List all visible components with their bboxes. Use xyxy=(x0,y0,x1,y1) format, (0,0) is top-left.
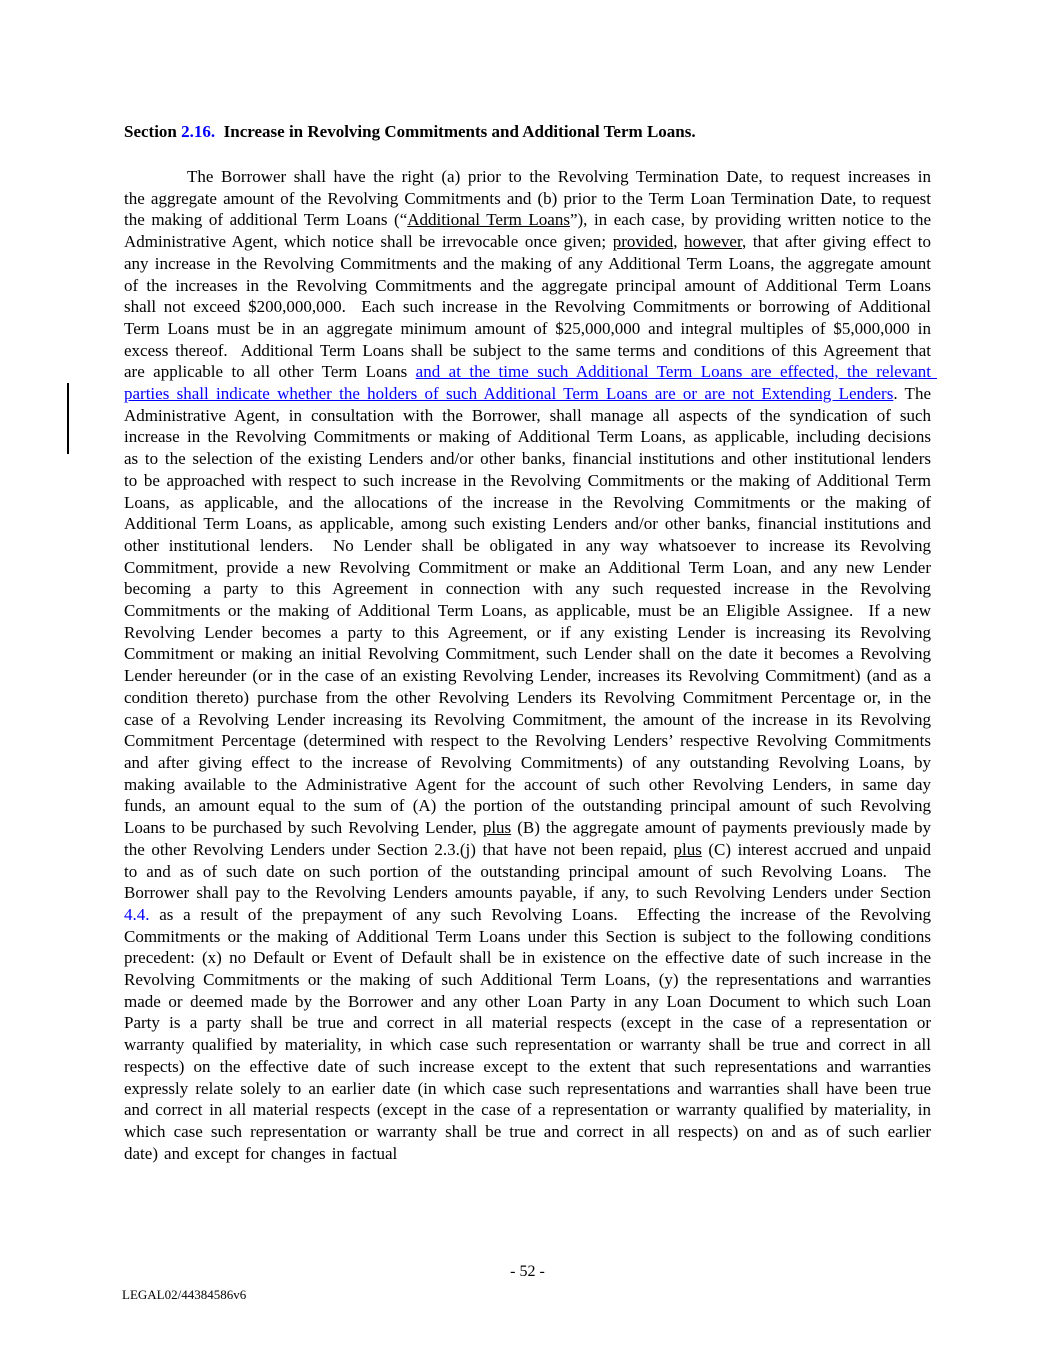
text-run: ”), in each case, by providing written notice to the Administrative Agent, which notice shall be irrevocable once given; xyxy=(124,210,937,252)
text-run: (B) the aggregate amount of payments previously made by the other Revolving Lenders under Section 2.3.(j) that have not been repaid, xyxy=(124,818,938,859)
defined-term: Additional Term Loans xyxy=(407,210,570,230)
heading-label: Section xyxy=(124,122,182,141)
body-paragraph xyxy=(124,166,938,1164)
text-run: , that after giving effect to any increase in the Revolving Commitments and the making of any Additional Term Loans, the aggregate amount of the increases in the Revolving Commitments and the aggregate principal amount of Additional Term Loans shall not exceed $200,000,000. Each such increase in the Revolving Commitments or borrowing of Additional Term Loans must be in an aggregate minimum amount of $25,000,000 and integral multiples of $5,000,000 in excess thereof. Additional Term Loans shall be subject to the same terms and conditions of this Agreement that are applicable to all other Term Loans xyxy=(124,232,938,382)
section-reference-link[interactable]: 4.4. xyxy=(124,904,150,924)
inserted-text: and at the time such Additional Term Loans are effected, the relevant parties shall indicate whether the holders of such Additional Term Loans are or are not Extending Lenders xyxy=(124,362,938,404)
plus-term: plus xyxy=(482,818,512,838)
text-run: (C) interest accrued and unpaid to and as of such date on such portion of the outstanding principal amount of such Revolving Loans. The Borrower shall pay to the Revolving Lenders amounts payable, if any, to such Revolving Lenders under Section xyxy=(124,839,938,903)
text-run: , xyxy=(673,232,685,252)
text-block xyxy=(124,122,938,1164)
text-run: . The Administrative Agent, in consultation with the Borrower, shall manage all aspects of the syndication of such increase in the Revolving Commitments or making of Additional Term Loans, as applicable, including decisions as to the selection of the existing Lenders and/or other banks, financial institutions and other institutional lenders to be approached with respect to such increase in the Revolving Commitments or the making of Additional Term Loans, as applicable, and the allocations of the increase in the Revolving Commitments or the making of Additional Term Loans, as applicable, among such existing Lenders and/or other banks, financial institutions and other institutional lenders. No Lender shall be obligated in any way whatsoever to increase its Revolving Commitment, provide a new Revolving Commitment or make an Additional Term Loan, and any new Lender becoming a party to this Agreement in connection with any such requested increase in the Revolving Commitments or the making of Additional Term Loans, as applicable, must be an Eligible Assignee. If a new Revolving Lender becomes a party to this Agreement, or if any existing Lender is increasing its Revolving Commitment or making an initial Revolving Commitment, such Lender shall on the date it becomes a Revolving Lender hereunder (or in the case of an existing Revolving Lender, increases its Revolving Commitment) (and as a condition thereto) purchase from the other Revolving Lenders its Revolving Commitment Percentage or, in the case of a Revolving Lender increasing its Revolving Commitment, the amount of the increase in its Revolving Commitment Percentage (determined with respect to the Revolving Lenders’ respective Revolving Commitments and after giving effect to the increase of Revolving Commitments) of any outstanding Revolving Loans, by making available to the Administrative Agent for the account of such other Revolving Lenders, in same day funds, an amount equal to the sum of (A) the portion of the outstanding principal amount of such Revolving Loans to be purchased by such Revolving Lender, xyxy=(124,384,938,838)
section-number-link[interactable]: 2.16. xyxy=(181,122,216,141)
revision-change-bar xyxy=(67,383,69,454)
page-number: - 52 - xyxy=(510,1263,545,1280)
proviso-term: provided xyxy=(612,232,674,252)
document-id: LEGAL02/44384586v6 xyxy=(122,1287,247,1302)
proviso-term: however xyxy=(684,232,742,252)
text-run: The Borrower shall have the right (a) prior to the Revolving Termination Date, to request increases in the aggregate amount of the Revolving Commitments and (b) prior to the Term Loan Termination Date, to request the making of additional Term Loans (“ xyxy=(124,167,938,230)
heading-label: Increase in Revolving Commitments and Additional Term Loans. xyxy=(215,122,696,141)
text-run: as a result of the prepayment of any such Revolving Loans. Effecting the increase of the Revolving Commitments or the making of Additional Term Loans under this Section is subject to the following conditions precedent: (x) no Default or Event of Default shall be in existence on the effective date of such increase in the Revolving Commitments or the making of such Additional Term Loans, (y) the representations and warranties made or deemed made by the Borrower and any other Loan Party in any Loan Document to which such Loan Party is a party shall be true and correct in all material respects (except in the case of a representation or warranty qualified by materiality, in which case such representation or warranty shall be true and correct in all respects) on the effective date of such increase except to the extent that such representations and warranties expressly relate solely to an earlier date (in which case such representations and warranties shall have been true and correct in all material respects (except in the case of a representation or warranty qualified by materiality, in which case such representation or warranty shall be true and correct in all respects) on and as of such earlier date) and except for changes in factual xyxy=(124,904,938,1163)
plus-term: plus xyxy=(673,839,702,859)
section-heading xyxy=(124,122,931,142)
